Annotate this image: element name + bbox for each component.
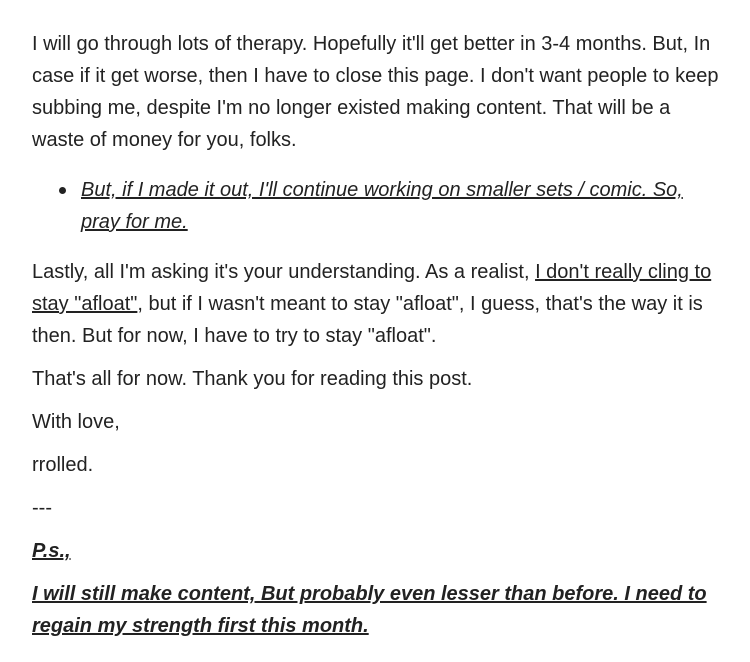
signature: rrolled. <box>32 454 94 476</box>
bullet-list <box>32 174 724 238</box>
list-item <box>81 174 724 238</box>
ps-label <box>32 535 724 567</box>
paragraph-understanding-underlined: I don't really cling to stay "afloat" <box>32 261 712 315</box>
bullet-icon <box>59 187 66 194</box>
separator: --- <box>32 497 52 519</box>
paragraph-understanding <box>32 256 724 352</box>
ps-label-text: P.s., <box>32 540 71 562</box>
closing-line: With love, <box>32 411 120 433</box>
ps-text: I will still make content, But probably even lesser than before. I need to regain my strength first this month. <box>32 583 707 637</box>
paragraph-therapy: I will go through lots of therapy. Hopefully it'll get better in 3-4 months. But, In case if it get worse, then I have to close this page. I don't want people to keep subbing me, despite I'm no longer existed making content. That will be a waste of money for you, folks. <box>32 33 719 151</box>
paragraph-understanding-part1: Lastly, all I'm asking it's your understanding. As a realist, <box>32 261 536 283</box>
bullet-text: But, if I made it out, I'll continue working on smaller sets / comic. So, pray for me. <box>81 179 683 233</box>
paragraph-understanding-part2: , but if I wasn't meant to stay "afloat", I guess, that's the way it is then. But for now, I have to try to stay "afloat". <box>32 293 703 347</box>
paragraph-thanks: That's all for now. Thank you for reading this post. <box>32 368 473 390</box>
ps-paragraph <box>32 578 724 642</box>
